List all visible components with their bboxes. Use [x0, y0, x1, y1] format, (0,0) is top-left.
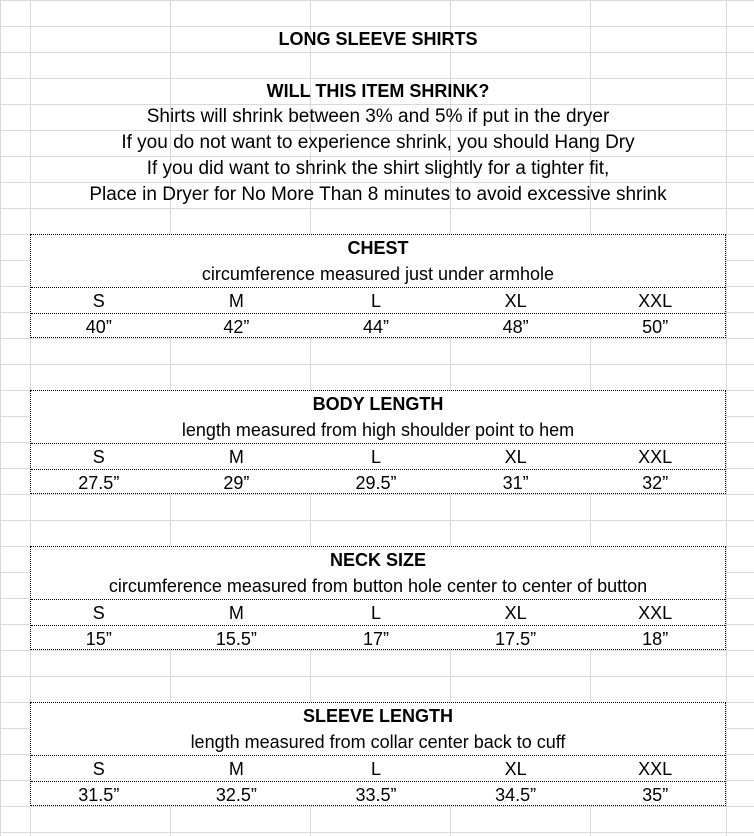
measurement-value: 17”: [362, 629, 389, 649]
size-label: L: [370, 603, 381, 623]
size-label: L: [370, 447, 381, 467]
size-header-row: [31, 443, 725, 470]
measurement-value: 33.5”: [355, 785, 397, 805]
measurement-row: [31, 625, 725, 652]
section-description: length measured from high shoulder point to hem: [181, 420, 575, 440]
page-title: LONG SLEEVE SHIRTS: [278, 29, 478, 49]
size-label: S: [92, 291, 105, 311]
size-header-row: [31, 287, 725, 314]
measurement-value: 15.5”: [215, 629, 257, 649]
size-header-row: [31, 755, 725, 782]
measurement-value: 48”: [502, 317, 529, 337]
measurement-value: 29.5”: [355, 473, 397, 493]
section-description: circumference measured just under armhole: [201, 264, 555, 284]
measurement-row: [31, 781, 725, 808]
measurement-value: 32”: [642, 473, 669, 493]
measurement-value: 50”: [642, 317, 669, 337]
size-label: XL: [504, 291, 527, 311]
shrink-heading: WILL THIS ITEM SHRINK?: [266, 81, 490, 101]
measurement-value: 40”: [85, 317, 112, 337]
measurement-value: 17.5”: [495, 629, 537, 649]
measurement-value: 44”: [362, 317, 389, 337]
size-label: S: [92, 759, 105, 779]
sleeve-length-table: [30, 702, 726, 806]
measurement-value: 42”: [223, 317, 250, 337]
chest-table: [30, 234, 726, 338]
measurement-value: 34.5”: [495, 785, 537, 805]
section-title: SLEEVE LENGTH: [302, 706, 454, 726]
size-label: L: [370, 759, 381, 779]
section-title: NECK SIZE: [329, 550, 426, 570]
shrink-line: If you did want to shrink the shirt slightly for a tighter fit,: [146, 158, 610, 179]
size-label: S: [92, 447, 105, 467]
size-label: M: [228, 603, 244, 623]
neck-size-table: [30, 546, 726, 650]
measurement-value: 31.5”: [78, 785, 120, 805]
section-title: CHEST: [347, 238, 409, 258]
size-label: XL: [504, 759, 527, 779]
measurement-value: 27.5”: [78, 473, 120, 493]
body-length-table: [30, 390, 726, 494]
measurement-value: 31”: [502, 473, 529, 493]
size-label: L: [370, 291, 381, 311]
size-label: XXL: [638, 291, 673, 311]
size-header-row: [31, 599, 725, 626]
section-description: circumference measured from button hole center to center of button: [108, 576, 648, 596]
size-label: M: [228, 291, 244, 311]
size-label: S: [92, 603, 105, 623]
measurement-value: 18”: [642, 629, 669, 649]
size-label: M: [228, 447, 244, 467]
measurement-row: [31, 313, 725, 340]
measurement-row: [31, 469, 725, 496]
size-label: XL: [504, 447, 527, 467]
size-label: XL: [504, 603, 527, 623]
size-label: XXL: [638, 603, 673, 623]
measurement-value: 35”: [642, 785, 669, 805]
shrink-line: Place in Dryer for No More Than 8 minutes to avoid excessive shrink: [89, 184, 667, 205]
shrink-line: Shirts will shrink between 3% and 5% if put in the dryer: [146, 106, 610, 127]
section-description: length measured from collar center back to cuff: [190, 732, 566, 752]
shrink-line: If you do not want to experience shrink, you should Hang Dry: [121, 132, 635, 153]
section-title: BODY LENGTH: [312, 394, 444, 414]
measurement-value: 32.5”: [215, 785, 257, 805]
measurement-value: 15”: [85, 629, 112, 649]
size-label: M: [228, 759, 244, 779]
measurement-value: 29”: [223, 473, 250, 493]
size-label: XXL: [638, 759, 673, 779]
size-label: XXL: [638, 447, 673, 467]
